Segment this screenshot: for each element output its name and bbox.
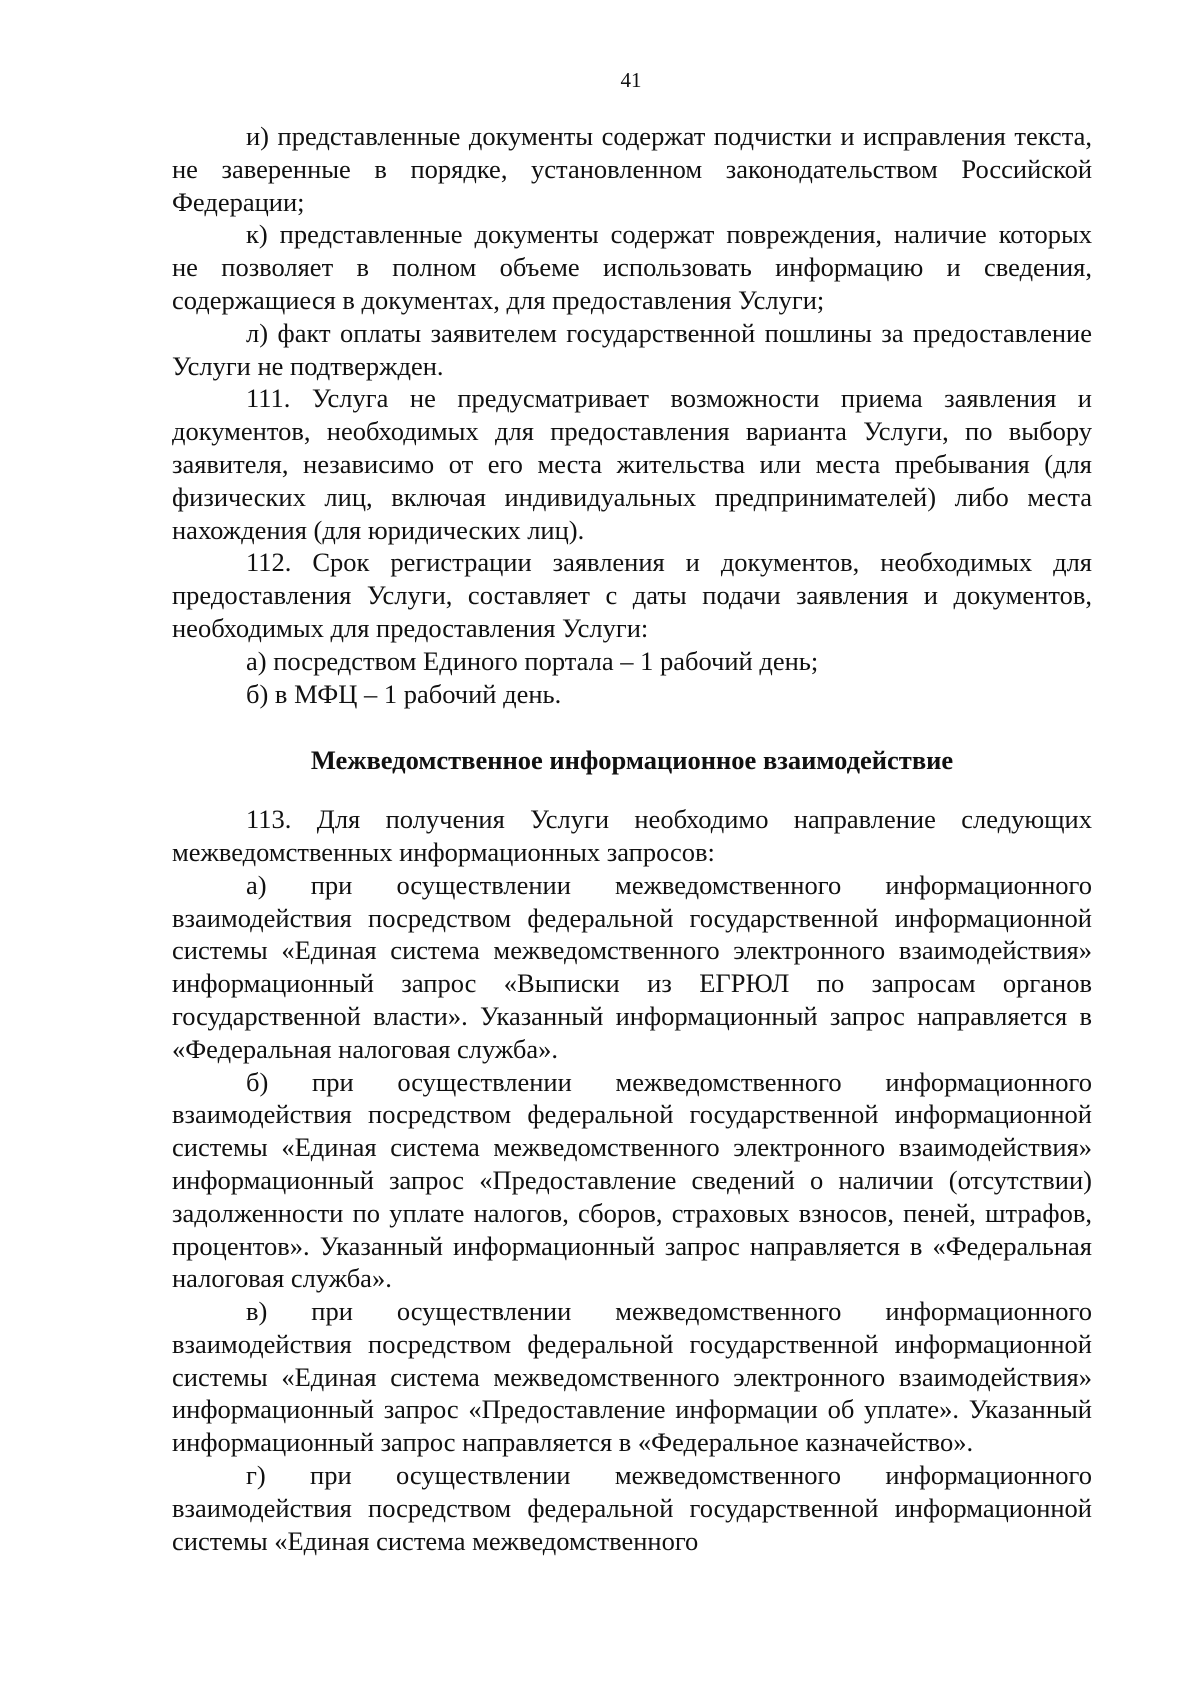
- paragraph-113-v: в) при осуществлении межведомственного информационного взаимодействия посредством федеральной государственной информационной системы «Единая система межведомственного электронного взаимодействия» информационный запрос «Предоставление информации об уплате». Указанный информационный запрос направляется в «Федеральное казначейство».: [172, 1296, 1092, 1458]
- paragraph-112-b: б) в МФЦ – 1 рабочий день.: [246, 678, 562, 709]
- paragraph-113-b: б) при осуществлении межведомственного информационного взаимодействия посредством федеральной государственной информационной системы «Единая система межведомственного электронного взаимодействия» информационный запрос «Предоставление сведений о наличии (отсутствии) задолженности по уплате налогов, сборов, страховых взносов, пеней, штрафов, процентов». Указанный информационный запрос направляется в «Федеральная налоговая служба».: [172, 1066, 1092, 1294]
- paragraph-112: 112. Срок регистрации заявления и документов, необходимых для предоставления Услуги, составляет с даты подачи заявления и документов, необходимых для предоставления Услуги:: [172, 547, 1092, 643]
- paragraph-113-g: г) при осуществлении межведомственного информационного взаимодействия посредством федеральной государственной информационной системы «Единая система межведомственного: [172, 1460, 1092, 1556]
- page-number: 41: [620, 68, 642, 92]
- paragraph-item-k: к) представленные документы содержат повреждения, наличие которых не позволяет в полном объеме использовать информацию и сведения, содержащиеся в документах, для предоставления Услуги;: [172, 219, 1092, 315]
- paragraph-112-a: а) посредством Единого портала – 1 рабочий день;: [246, 645, 819, 676]
- document-body: [172, 120, 1092, 1557]
- paragraph-111: 111. Услуга не предусматривает возможности приема заявления и документов, необходимых для предоставления варианта Услуги, по выбору заявителя, независимо от его места жительства или места пребывания (для физических лиц, включая индивидуальных предпринимателей) либо места нахождения (для юридических лиц).: [172, 383, 1092, 545]
- section-heading: Межведомственное информационное взаимодействие: [310, 745, 954, 776]
- paragraph-113: 113. Для получения Услуги необходимо направление следующих межведомственных информационных запросов:: [172, 804, 1092, 867]
- paragraph-item-i: и) представленные документы содержат подчистки и исправления текста, не заверенные в порядке, установленном законодательством Российской Федерации;: [172, 121, 1092, 217]
- paragraph-item-l: л) факт оплаты заявителем государственной пошлины за предоставление Услуги не подтвержден.: [172, 317, 1092, 381]
- paragraph-113-a: а) при осуществлении межведомственного информационного взаимодействия посредством федеральной государственной информационной системы «Единая система межведомственного электронного взаимодействия» информационный запрос «Выписки из ЕГРЮЛ по запросам органов государственной власти». Указанный информационный запрос направляется в «Федеральная налоговая служба».: [172, 869, 1092, 1064]
